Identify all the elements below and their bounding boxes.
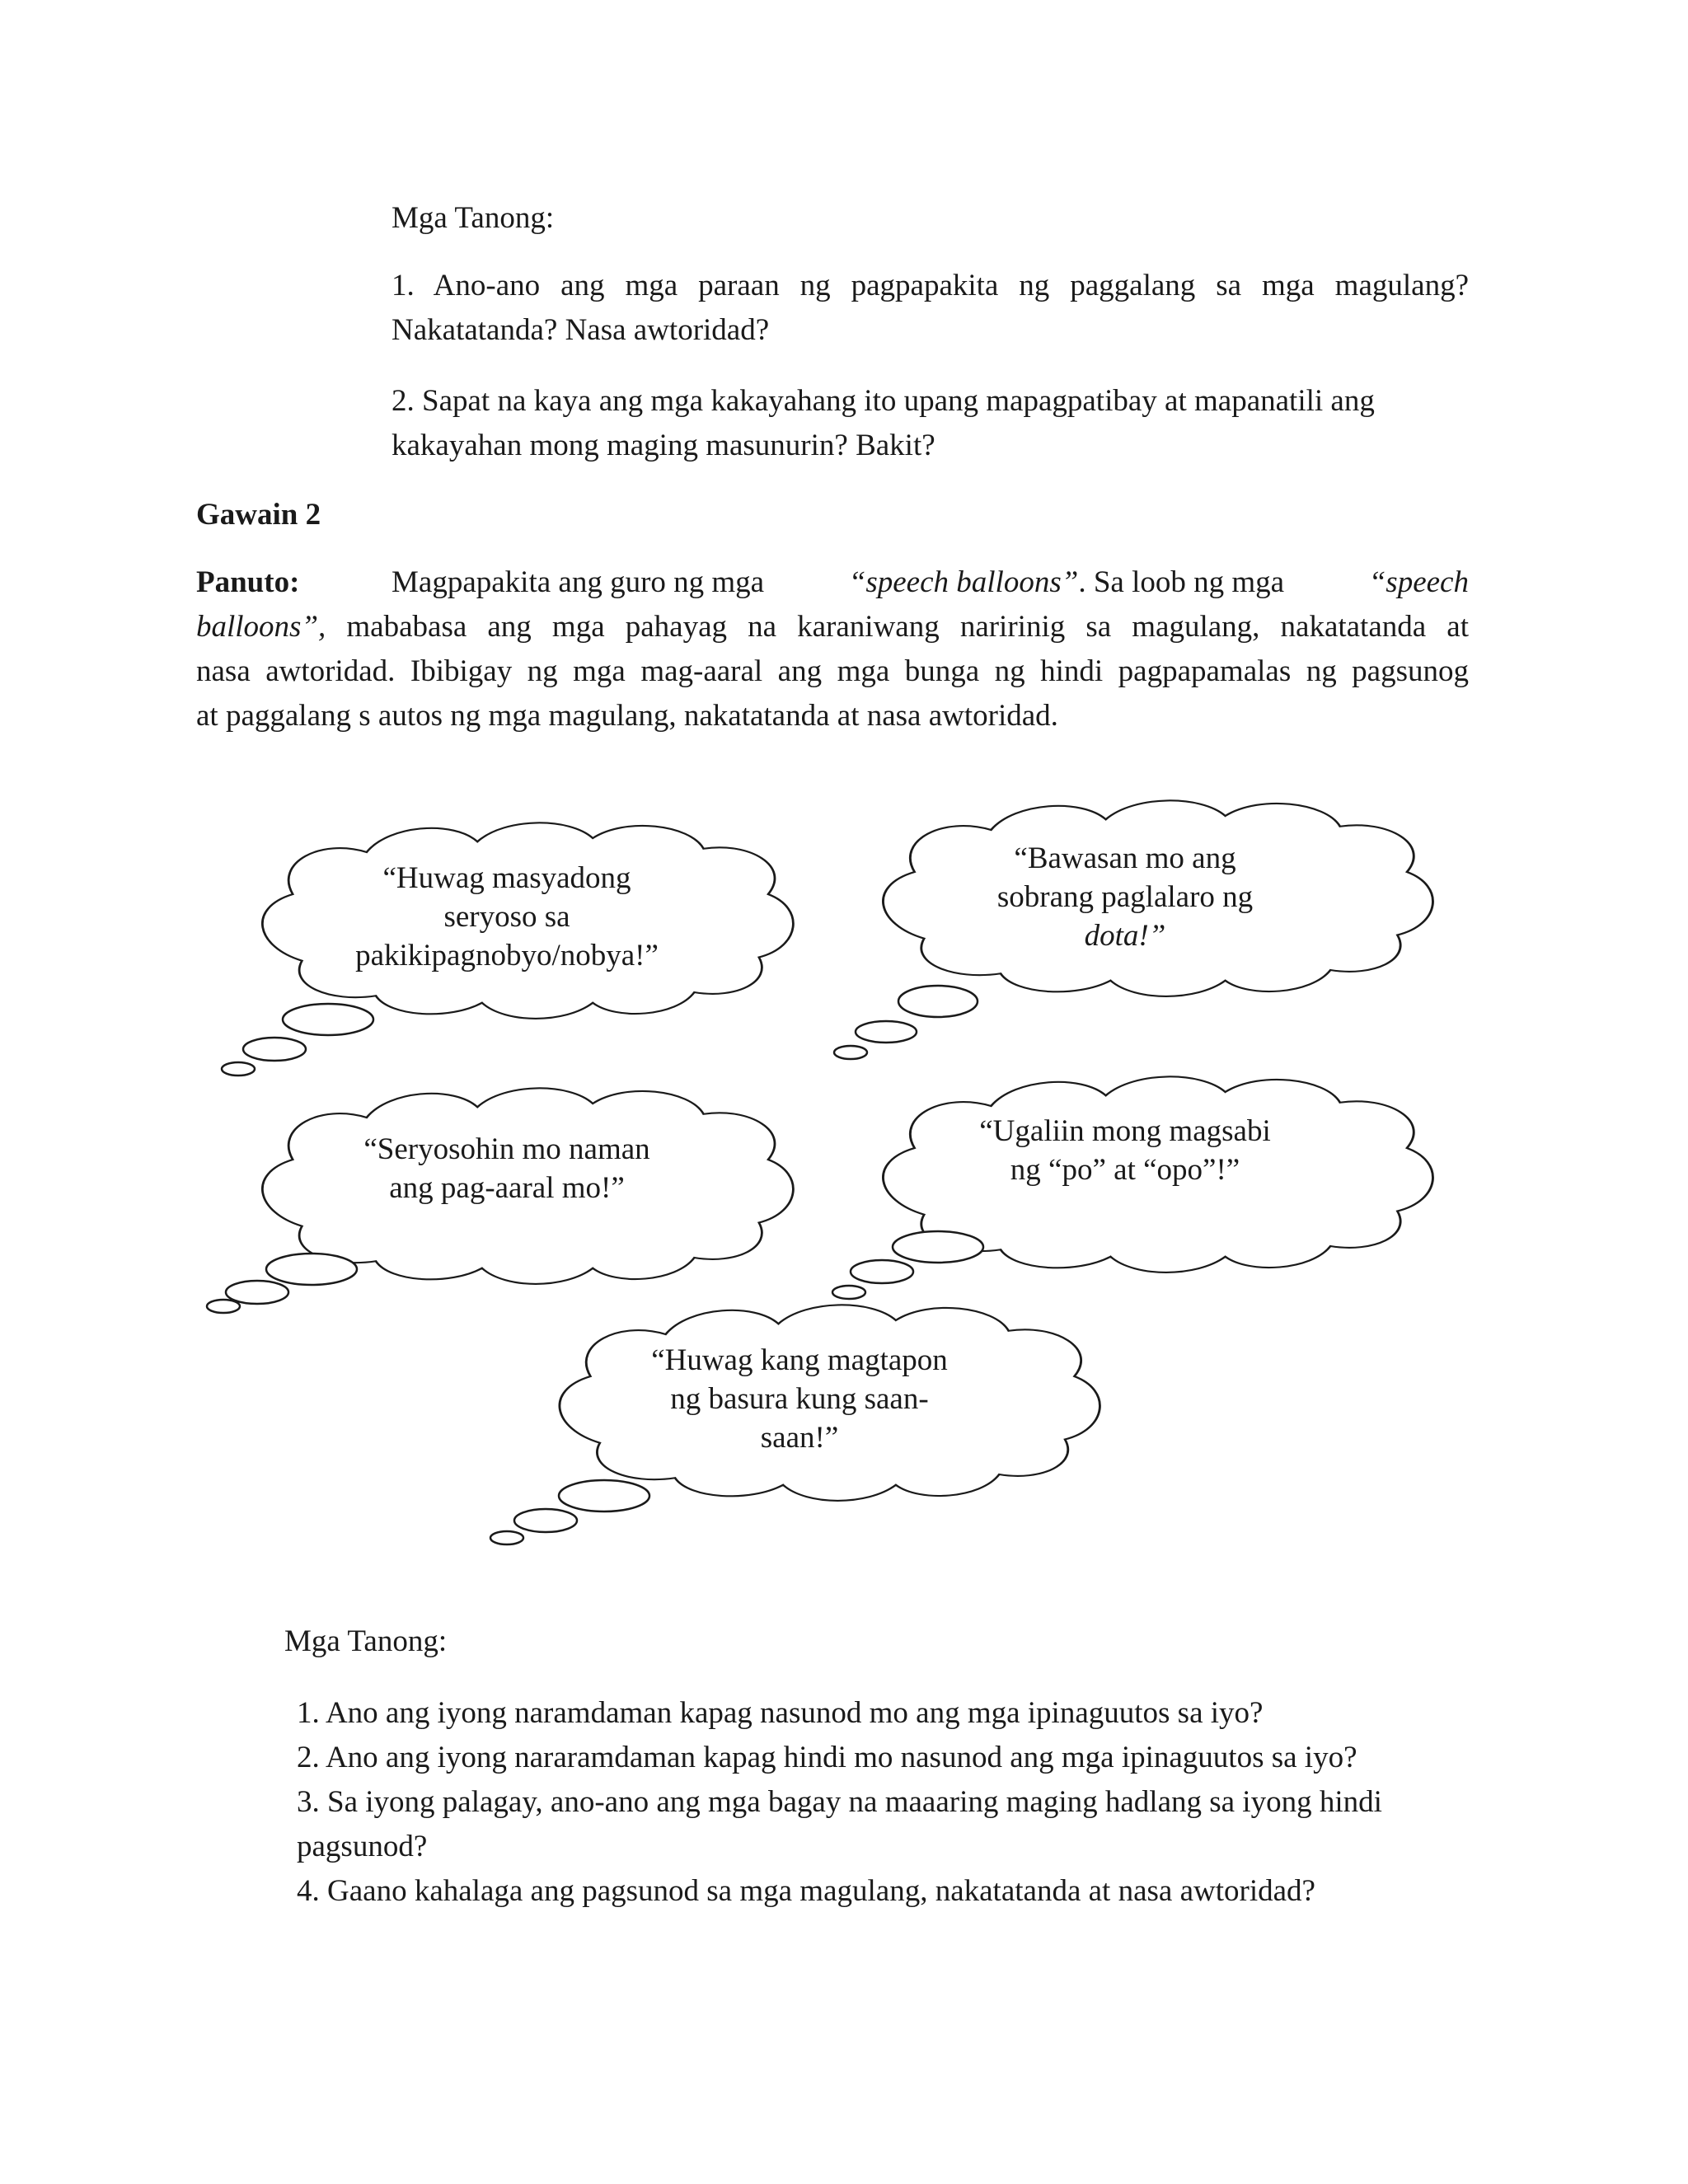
section2-heading: Mga Tanong: [284,1624,448,1658]
question-2-line1: 2. Sapat na kaya ang mga kakayahang ito upang mapagpatibay at mapanatili ang [392,384,1375,418]
instruction-text-a: Magpapakita ang guro ng mga [392,565,765,599]
section2-question-2: 2. Ano ang iyong nararamdaman kapag hindi mo nasunod ang mga ipinaguutos sa iyo? [297,1741,1357,1774]
balloon-5-line-1: “Huwag kang magtapon [651,1343,948,1377]
balloon-1-text [293,859,721,975]
instruction-label: Panuto: [196,565,300,599]
balloon-4-line-2: ng “po” at “opo”!” [1010,1153,1240,1187]
balloon-5-text [585,1341,1014,1457]
instruction-text-d: “speech [1368,565,1469,599]
section2-question-4: 4. Gaano kahalaga ang pagsunod sa mga magulang, nakatatanda at nasa awtoridad? [297,1874,1315,1908]
section2-question-3-cont: pagsunod? [297,1830,428,1863]
question-1-line1: 1. Ano-ano ang mga paraan ng pagpapakita ng paggalang sa mga magulang? [392,269,1469,302]
section2-question-3: 3. Sa iyong palagay, ano-ano ang mga bagay na maaaring maging hadlang sa iyong hindi [297,1785,1382,1819]
balloon-3-text [293,1130,721,1207]
balloon-4-line-1: “Ugaliin mong magsabi [979,1114,1271,1148]
balloon-2-line-1: “Bawasan mo ang [1014,841,1236,875]
balloon-2-line-2: sobrang paglalaro ng [996,880,1254,914]
instruction-line-4: at paggalang s autos ng mga magulang, nakatatanda at nasa awtoridad. [196,699,1058,733]
balloon-2-text [911,839,1339,955]
instruction-text-c: . Sa loob ng mga [1078,565,1285,599]
instruction-text-b: “speech balloons” [848,565,1079,599]
section2-question-1: 1. Ano ang iyong naramdaman kapag nasunod mo ang mga ipinaguutos sa iyo? [297,1696,1264,1730]
question-1-line2: Nakatatanda? Nasa awtoridad? [392,313,770,347]
balloon-1-line-1: “Huwag masyadong [382,861,631,895]
balloon-1-line-2: seryoso sa [443,900,570,934]
question-2-line2: kakayahan mong maging masunurin? Bakit? [392,429,935,462]
balloon-1-line-3: pakikipagnobyo/nobya!” [355,939,659,972]
balloon-3-line-1: “Seryosohin mo naman [363,1132,650,1166]
balloon-3-line-2: ang pag-aaral mo!” [389,1171,625,1205]
instruction-line-3: nasa awtoridad. Ibibigay ng mga mag-aaral ang mga bunga ng hindi pagpapamalas ng pagsunog [196,654,1469,688]
balloon-5-line-3: saan!” [760,1421,839,1455]
activity-title: Gawain 2 [196,498,321,532]
balloon-4-text [911,1112,1339,1189]
section1-heading: Mga Tanong: [392,201,555,235]
balloon-5-line-2: ng basura kung saan- [670,1382,929,1416]
balloon-2-line-3: dota!” [1084,919,1166,953]
instruction-text-f: mababasa ang mga pahayag na karaniwang naririnig sa magulang, nakatatanda at [346,610,1469,644]
instruction-text-e: balloons”, [196,610,326,644]
